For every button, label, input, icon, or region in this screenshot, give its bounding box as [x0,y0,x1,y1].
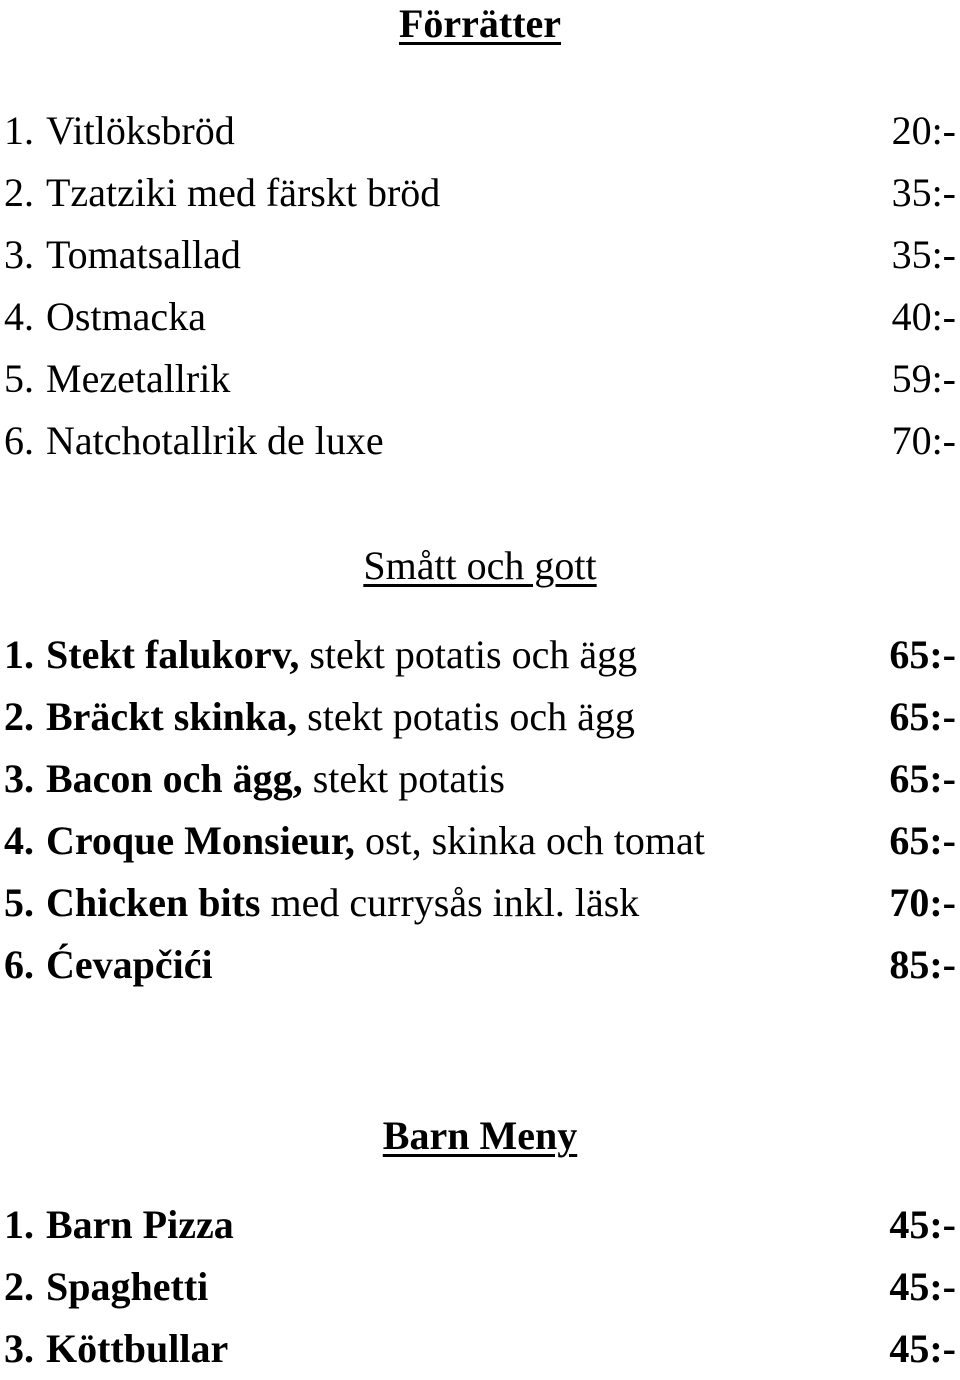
item-name: Ćevapčići [46,942,213,987]
item-text [46,410,384,472]
item-price: 35:- [891,232,956,277]
menu-item [0,410,960,472]
menu-item [0,748,960,810]
menu-item [0,1256,960,1318]
item-price: 70:- [891,418,956,463]
item-text [46,686,635,748]
item-text [46,934,213,996]
item-number: 3. [4,756,34,801]
item-number: 5. [4,880,34,925]
item-name: Ostmacka [46,294,206,339]
section-title: Smått och gott [363,543,597,588]
menu-item [0,624,960,686]
item-name: Köttbullar [46,1326,229,1371]
item-name: Bräckt skinka, [46,694,298,739]
section-smatt-och-gott [0,542,960,996]
item-price: 20:- [891,108,956,153]
item-name: Spaghetti [46,1264,209,1309]
menu-item [0,1318,960,1380]
item-text [46,624,637,686]
item-number: 2. [4,1264,34,1309]
menu-item [0,872,960,934]
item-text [46,286,206,348]
item-text [46,162,440,224]
item-desc: stekt potatis och ägg [299,632,638,677]
item-name: Vitlöksbröd [46,108,235,153]
item-number: 1. [4,108,34,153]
item-desc: med currysås inkl. läsk [260,880,640,925]
item-text [46,1256,208,1318]
item-text [46,872,639,934]
menu-item [0,348,960,410]
item-name: Chicken bits [46,880,261,925]
item-name: Tzatziki [46,170,178,215]
item-price: 65:- [889,694,956,739]
item-price: 65:- [889,756,956,801]
item-price: 85:- [889,942,956,987]
item-desc: med färskt bröd [177,170,441,215]
menu-item [0,810,960,872]
item-name: Bacon och ägg, [46,756,303,801]
section-title: Förrätter [398,1,562,46]
item-price: 35:- [891,170,956,215]
menu-item [0,1194,960,1256]
item-name: Tomatsallad [46,232,241,277]
section-forratter [0,0,960,472]
section-title: Barn Meny [382,1113,578,1158]
item-price: 65:- [889,818,956,863]
item-price: 65:- [889,632,956,677]
item-name: Mezetallrik [46,356,231,401]
item-text [46,1318,228,1380]
item-text [46,1194,234,1256]
item-price: 70:- [889,880,956,925]
item-price: 45:- [889,1326,956,1371]
item-number: 3. [4,232,34,277]
menu-item [0,224,960,286]
item-name: Barn Pizza [46,1202,234,1247]
menu-item [0,100,960,162]
menu-item [0,286,960,348]
item-number: 5. [4,356,34,401]
item-desc: stekt potatis och ägg [297,694,635,739]
item-text [46,224,241,286]
item-number: 6. [4,418,34,463]
item-number: 2. [4,694,34,739]
item-number: 1. [4,632,34,677]
item-price: 59:- [891,356,956,401]
item-price: 45:- [889,1202,956,1247]
section-barn-meny [0,1112,960,1380]
item-number: 4. [4,818,34,863]
item-text [46,348,230,410]
item-name: Croque Monsieur, [46,818,355,863]
item-price: 45:- [889,1264,956,1309]
item-number: 2. [4,170,34,215]
item-text [46,810,705,872]
item-text [46,748,505,810]
menu-item [0,686,960,748]
menu-item [0,934,960,996]
item-name: Stekt falukorv, [46,632,300,677]
item-number: 4. [4,294,34,339]
menu-item [0,162,960,224]
item-text [46,100,235,162]
item-name: Natchotallrik de luxe [46,418,384,463]
item-number: 6. [4,942,34,987]
item-desc: stekt potatis [302,756,505,801]
item-desc: ost, skinka och tomat [354,818,705,863]
item-number: 3. [4,1326,34,1371]
item-number: 1. [4,1202,34,1247]
item-price: 40:- [891,294,956,339]
